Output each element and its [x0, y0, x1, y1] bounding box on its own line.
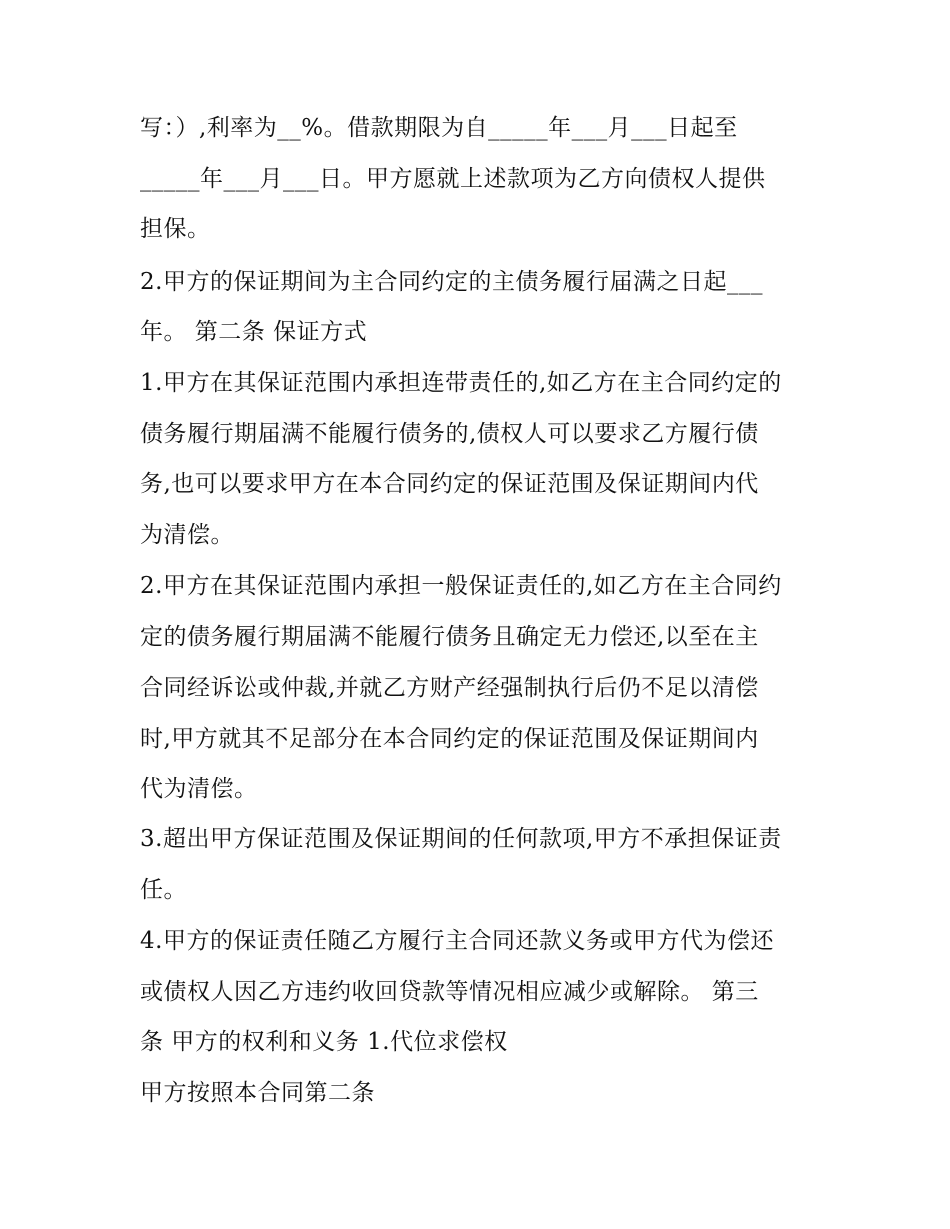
- text-line: 担保。: [140, 216, 211, 242]
- text-line: 合同经诉讼或仲裁,并就乙方财产经强制执行后仍不足以清偿: [140, 675, 759, 701]
- text-line: 任。: [140, 877, 187, 903]
- text-line: 条 甲方的权利和义务 1.代位求偿权: [140, 1029, 508, 1055]
- text-line: 2.甲方在其保证范围内承担一般保证责任的,如乙方在主合同约: [140, 573, 782, 599]
- text-line: 为清偿。: [140, 522, 234, 548]
- text-line: 4.甲方的保证责任随乙方履行主合同还款义务或甲方代为偿还: [140, 928, 774, 954]
- text-line: 3.超出甲方保证范围及保证期间的任何款项,甲方不承担保证责: [140, 826, 782, 852]
- text-line: 2.甲方的保证期间为主合同约定的主债务履行届满之日起___: [140, 269, 763, 295]
- text-line: 或债权人因乙方违约收回贷款等情况相应减少或解除。 第三: [140, 979, 759, 1005]
- text-line: 甲方按照本合同第二条: [140, 1080, 375, 1106]
- text-line: 定的债务履行期届满不能履行债务且确定无力偿还,以至在主: [140, 624, 759, 650]
- text-line: 时,甲方就其不足部分在本合同约定的保证范围及保证期间内: [140, 726, 759, 752]
- text-line: _____年___月___日。甲方愿就上述款项为乙方向债权人提供: [140, 166, 766, 192]
- text-line: 代为清偿。: [140, 776, 258, 802]
- text-line: 年。 第二条 保证方式: [140, 319, 368, 345]
- text-line: 1.甲方在其保证范围内承担连带责任的,如乙方在主合同约定的: [140, 370, 782, 396]
- text-line: 写：）,利率为__%。借款期限为自_____年___月___日起至: [140, 115, 738, 141]
- text-line: 债务履行期届满不能履行债务的,债权人可以要求乙方履行债: [140, 421, 759, 447]
- text-line: 务,也可以要求甲方在本合同约定的保证范围及保证期间内代: [140, 471, 759, 497]
